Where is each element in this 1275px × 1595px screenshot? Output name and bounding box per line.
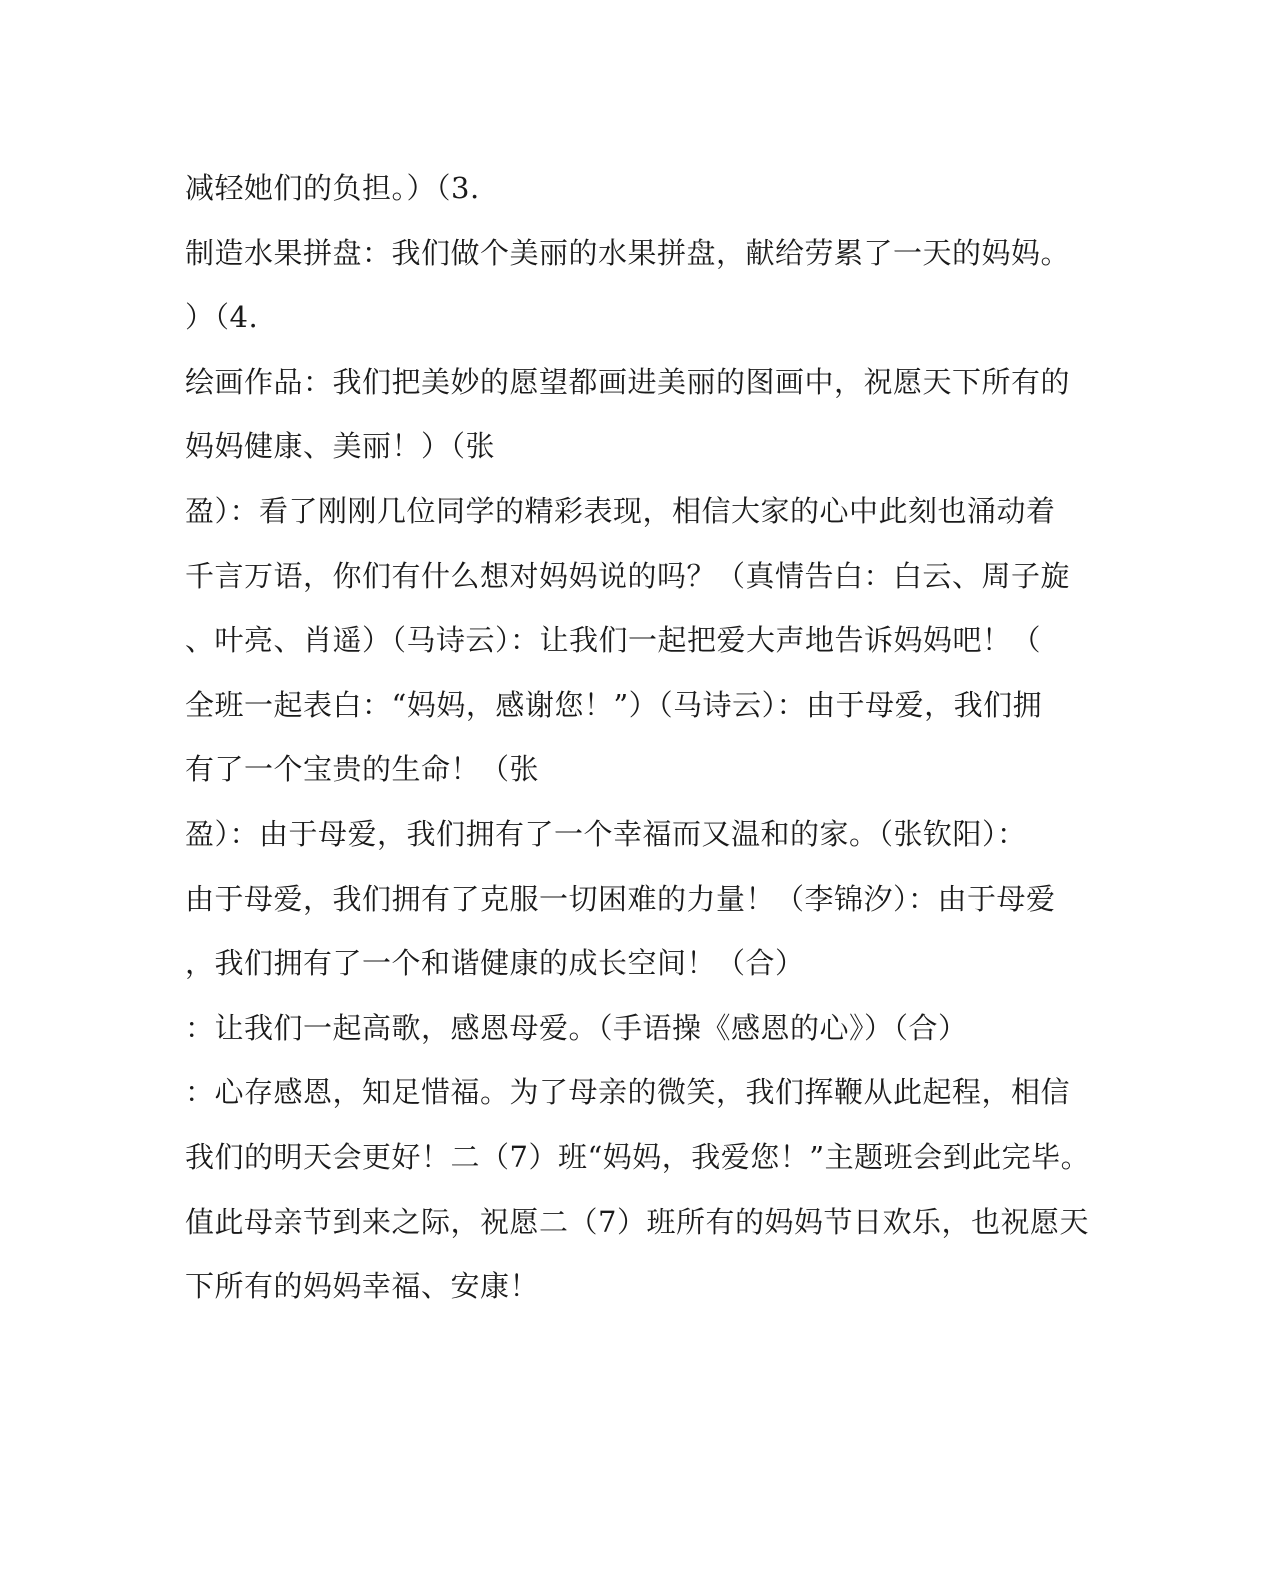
text-line: 有了一个宝贵的生命！（张	[185, 752, 540, 787]
text-line: ）（4.	[185, 300, 259, 335]
text-line: 下所有的妈妈幸福、安康！	[185, 1269, 540, 1304]
text-line: 我们的明天会更好！二（7）班“妈妈，我爱您！”主题班会到此完毕。	[185, 1139, 1091, 1174]
text-line: ：让我们一起高歌，感恩母爱。（手语操《感恩的心》）（合）	[185, 1010, 968, 1045]
text-line: 绘画作品：我们把美妙的愿望都画进美丽的图画中，祝愿天下所有的	[185, 364, 1071, 399]
text-line: 全班一起表白：“妈妈，感谢您！”）（马诗云）：由于母爱，我们拥	[185, 687, 1043, 722]
text-line: 、叶亮、肖遥）（马诗云）：让我们一起把爱大声地告诉妈妈吧！（	[185, 623, 1042, 658]
document-body	[185, 160, 1091, 1323]
text-line: ：心存感恩，知足惜福。为了母亲的微笑，我们挥鞭从此起程，相信	[185, 1075, 1071, 1110]
text-line: ，我们拥有了一个和谐健康的成长空间！（合）	[185, 946, 805, 981]
text-line: 千言万语，你们有什么想对妈妈说的吗？（真情告白：白云、周子旋	[185, 558, 1071, 593]
text-line: 由于母爱，我们拥有了克服一切困难的力量！（李锦汐）：由于母爱	[185, 881, 1056, 916]
text-line: 盈）：看了刚刚几位同学的精彩表现，相信大家的心中此刻也涌动着	[185, 493, 1056, 528]
text-line: 减轻她们的负担。）（3.	[185, 171, 480, 205]
text-line: 盈）：由于母爱，我们拥有了一个幸福而又温和的家。（张钦阳）：	[185, 816, 1027, 851]
text-line: 妈妈健康、美丽！）（张	[185, 429, 496, 464]
text-line: 值此母亲节到来之际，祝愿二（7）班所有的妈妈节日欢乐，也祝愿天	[185, 1204, 1089, 1239]
text-line: 制造水果拼盘：我们做个美丽的水果拼盘，献给劳累了一天的妈妈。	[185, 235, 1071, 270]
